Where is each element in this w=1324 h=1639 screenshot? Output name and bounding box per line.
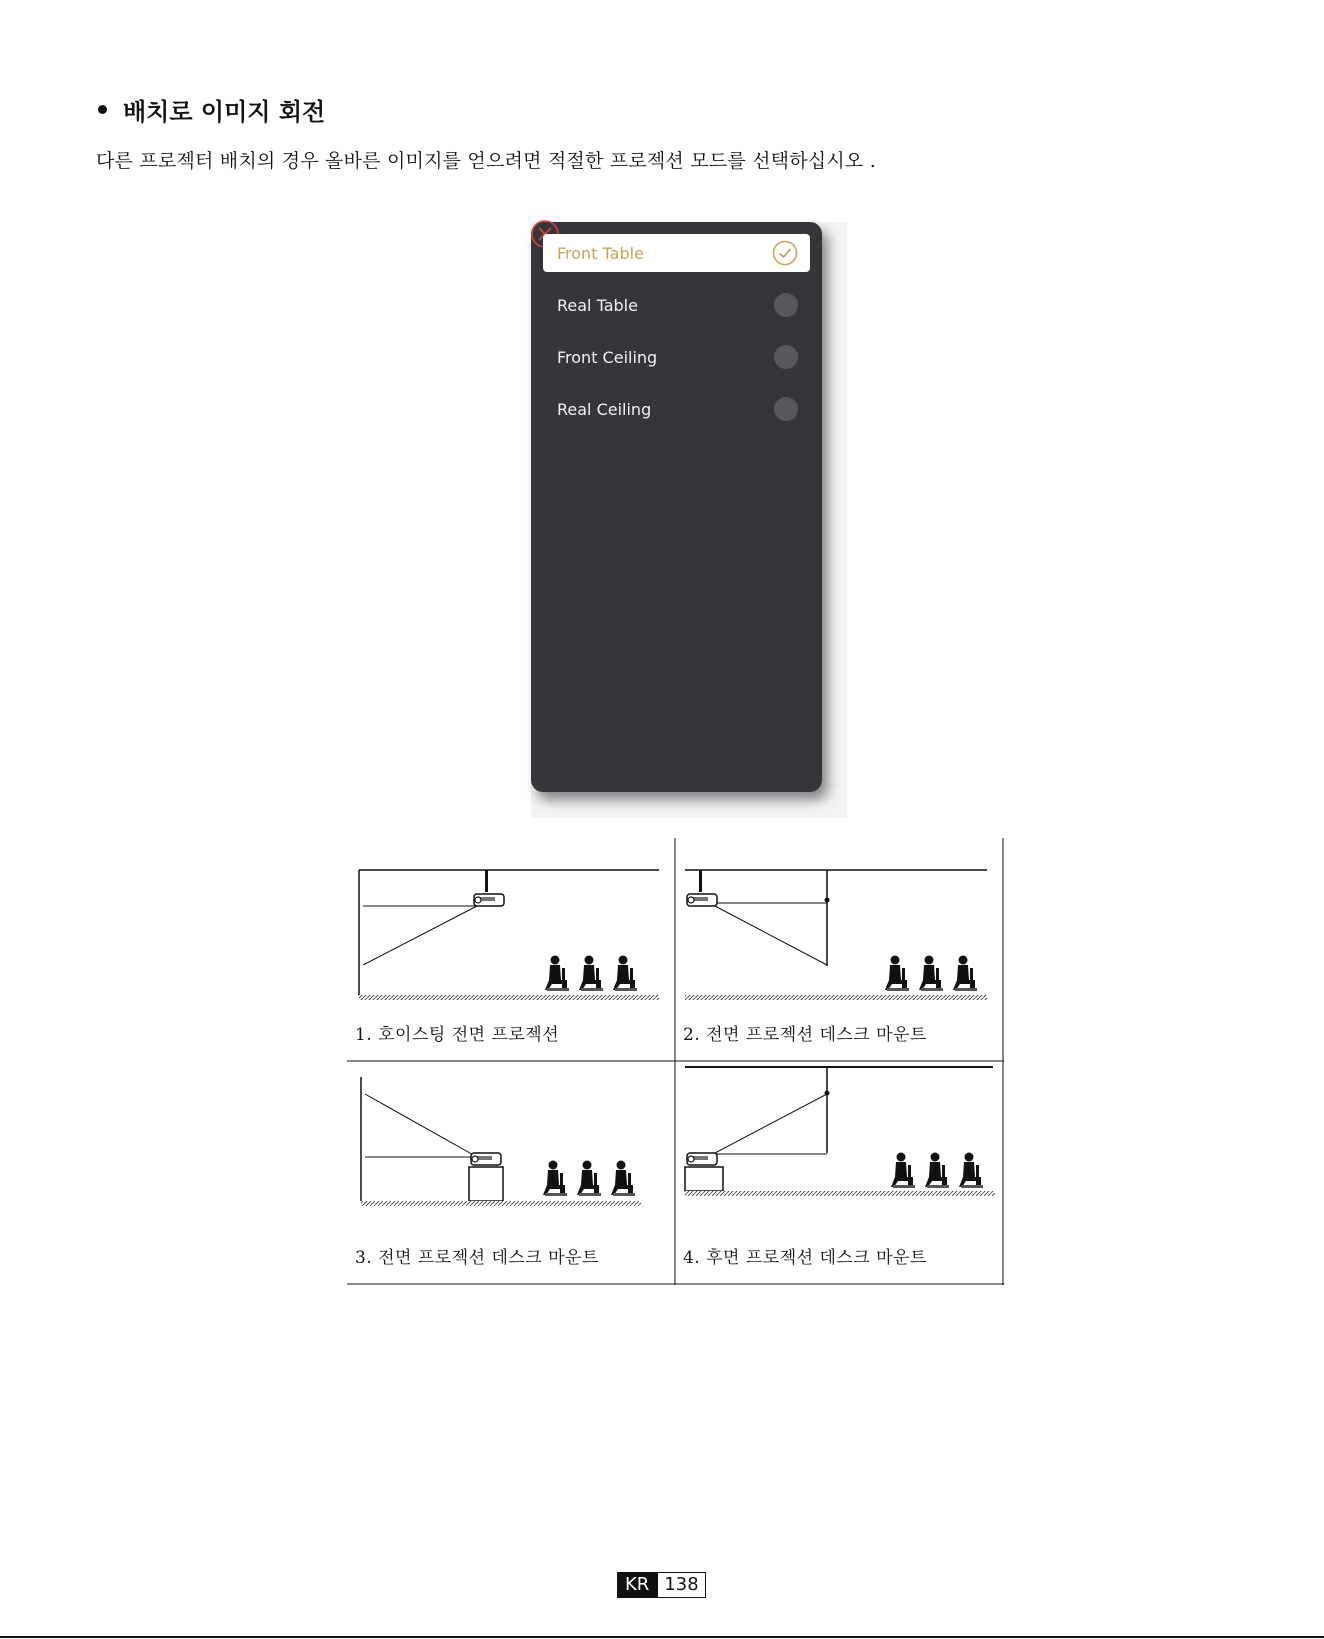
- page-number: 138: [657, 1572, 705, 1598]
- diagram-caption: 2. 전면 프로젝션 데스크 마운트: [683, 1025, 927, 1045]
- diagram-desk-front: [347, 1061, 675, 1241]
- radio-unselected-icon: [774, 345, 798, 369]
- diagram-cell: [675, 1061, 1003, 1284]
- language-badge: KR: [617, 1572, 657, 1598]
- radio-unselected-icon: [774, 293, 798, 317]
- diagram-desk-rear: [675, 1061, 1003, 1241]
- diagram-ceiling-front: [347, 838, 675, 1018]
- diagram-caption: 4. 후면 프로젝션 데스크 마운트: [683, 1248, 927, 1268]
- menu-item-label: Front Table: [557, 243, 644, 263]
- section-heading-text: 배치로 이미지 회전: [123, 98, 326, 126]
- menu-item-real-table[interactable]: [543, 286, 810, 324]
- bottom-rule: [0, 1636, 1324, 1638]
- radio-unselected-icon: [774, 397, 798, 421]
- menu-item-label: Front Ceiling: [557, 347, 658, 367]
- diagram-cell: [347, 1061, 675, 1284]
- diagram-ceiling-rear: [675, 838, 1003, 1018]
- intro-text: 다른 프로젝터 배치의 경우 올바른 이미지를 얻으려면 적절한 프로젝션 모드를 선택하십시오 .: [96, 150, 876, 172]
- diagram-cell: [347, 838, 675, 1061]
- bullet-icon: [98, 105, 107, 114]
- menu-item-real-ceiling[interactable]: [543, 390, 810, 428]
- diagram-caption: 1. 호이스팅 전면 프로젝션: [355, 1025, 560, 1045]
- diagram-cell: [675, 838, 1003, 1061]
- menu-item-label: Real Table: [557, 295, 638, 315]
- menu-item-front-ceiling[interactable]: [543, 338, 810, 376]
- projection-modes-table: [347, 838, 1004, 1285]
- menu-item-label: Real Ceiling: [557, 399, 652, 419]
- page-footer: [617, 1572, 706, 1598]
- check-circle-icon: [772, 240, 798, 266]
- menu-item-front-table[interactable]: [543, 234, 810, 272]
- diagram-caption: 3. 전면 프로젝션 데스크 마운트: [355, 1248, 599, 1268]
- section-heading: [98, 92, 325, 127]
- projection-mode-menu: [531, 222, 822, 792]
